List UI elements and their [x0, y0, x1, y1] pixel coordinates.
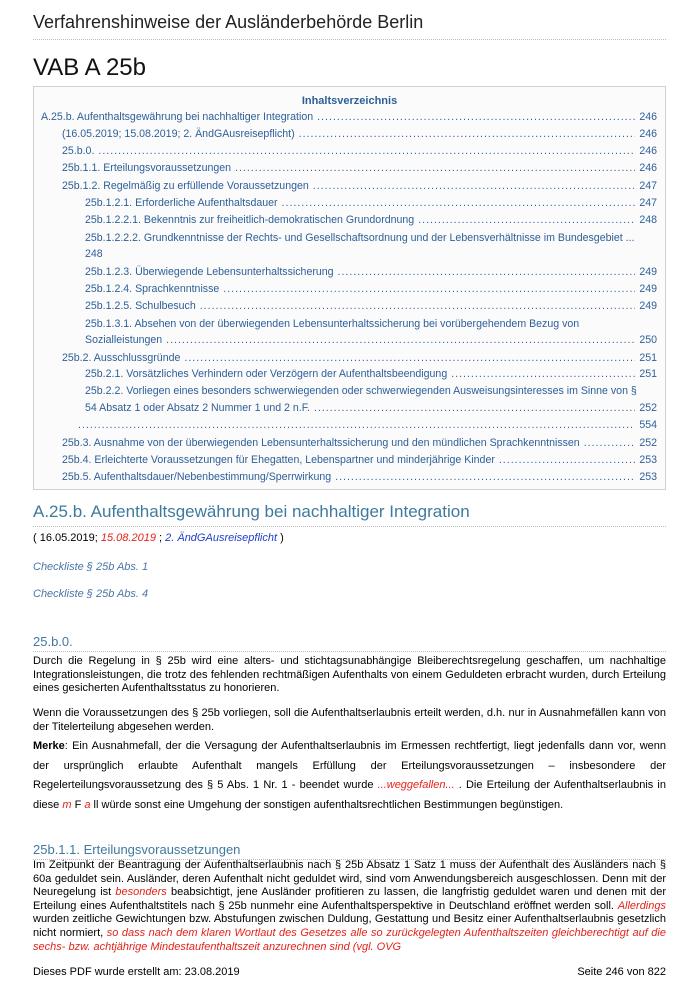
footer-created-date: Dieses PDF wurde erstellt am: 23.08.2019: [33, 966, 240, 978]
toc-entry-page[interactable]: 248: [85, 248, 103, 260]
amendment-date-link[interactable]: 15.08.2019: [100, 532, 156, 544]
toc-entry[interactable]: 25b.1.2. Regelmäßig zu erfüllende Voraussetzungen ..... 247: [62, 180, 657, 192]
paragraph: Durch die Regelung in § 25b wird eine alters- und stichtagsunabhängige Bleiberechtsregelung geschaffen, um nachhaltige Integrationsleistungen, die trotz des fehlenden rechtmäßigen Aufenthalts von einem Geduldeten erbracht wurden, durch Erteilung eines gesicherten Aufenthaltsstatus zu honorieren.: [33, 655, 666, 695]
toc-entry[interactable]: ..... 554: [74, 419, 657, 431]
checklist-link-abs4[interactable]: Checkliste § 25b Abs. 4: [33, 588, 149, 600]
merke-paragraph: Merke: Ein Ausnahmefall, der die Versagung der Aufenthaltserlaubnis im Ermessen rechtfertigt, liegt jedenfalls dann vor, wenn der ursprünglich erlaubte Aufenthalt mangels Erfüllung der Erteilungsvoraussetzungen – insbesondere der Regelerteilungsvoraussetzung des § 5 Abs. 1 Nr. 1 - beendet wurde ...weggefallen... . Die Erteilung der Aufenthaltserlaubnis in diese m F a ll würde sonst eine Umgehung der sonstigen aufenthaltsrechtlichen Bestimmungen begünstigen.: [33, 740, 666, 811]
toc-entry[interactable]: 25b.1.2.1. Erforderliche Aufenthaltsdauer ..... 247: [85, 197, 657, 209]
toc-entry[interactable]: 25b.1.1. Erteilungsvoraussetzungen ..... 246: [62, 162, 657, 174]
subsection-title: 25b.1.1. Erteilungsvoraussetzungen: [33, 842, 666, 860]
section-title: A.25.b. Aufenthaltsgewährung bei nachhaltiger Integration: [33, 502, 666, 527]
amendment-dates: ( 16.05.2019; 15.08.2019 ; 2. ÄndGAusreisepflicht ): [33, 532, 284, 544]
amendment-law-link[interactable]: 2. ÄndGAusreisepflicht: [165, 532, 278, 544]
toc-entry[interactable]: 25b.1.2.3. Überwiegende Lebensunterhaltssicherung ..... 249: [85, 266, 657, 278]
toc-entry[interactable]: 25b.1.2.2.2. Grundkenntnisse der Rechts- und Gesellschaftsordnung und der Lebensverhältnisse im Bundesgebiet ...: [85, 232, 635, 244]
subsection-title: 25.b.0.: [33, 634, 666, 652]
table-of-contents: [33, 86, 666, 490]
toc-entry[interactable]: 25b.1.2.4. Sprachkenntnisse ..... 249: [85, 283, 657, 295]
footer-page-number: Seite 246 von 822: [577, 966, 666, 978]
toc-entry[interactable]: Sozialleistungen ..... 250: [85, 334, 657, 346]
toc-entry[interactable]: 25b.2.1. Vorsätzliches Verhindern oder Verzögern der Aufenthaltsbeendigung ..... 251: [85, 368, 657, 380]
toc-entry[interactable]: 25b.2. Ausschlussgründe ..... 251: [62, 352, 657, 364]
toc-entry[interactable]: 25b.1.2.5. Schulbesuch ..... 249: [85, 300, 657, 312]
toc-entry[interactable]: 25b.4. Erleichterte Voraussetzungen für Ehegatten, Lebenspartner und minderjährige Kinder ..... 253: [62, 454, 657, 466]
toc-entry[interactable]: 25.b.0. ..... 246: [62, 145, 657, 157]
toc-entry[interactable]: 25b.2.2. Vorliegen eines besonders schwerwiegenden oder schwerwiegenden Ausweisungsinteresses im Sinne von §: [85, 385, 637, 397]
toc-entry[interactable]: 25b.3. Ausnahme von der überwiegenden Lebensunterhaltssicherung und den mündlichen Sprachkenntnissen ..... 252: [62, 437, 657, 449]
document-title: VAB A 25b: [33, 54, 146, 81]
paragraph: Wenn die Voraussetzungen des § 25b vorliegen, soll die Aufenthaltserlaubnis erteilt werden, d.h. nur in Ausnahmefällen kann von der Titelerteilung abgesehen werden.: [33, 707, 666, 733]
paragraph: Im Zeitpunkt der Beantragung der Aufenthaltserlaubnis nach § 25b Absatz 1 Satz 1 muss der Aufenthalt des Ausländers nach § 60a geduldet sein. Ausländer, deren Aufenthalt nicht geduldet wird, sind vom Anwendungsbereich ausgeschlossen. Denn mit der Neuregelung ist besonders beabsichtigt, jene Ausländer profitieren zu lassen, die langfristig geduldet waren und denen mit der Erteilung eines Aufenthaltstitels nach § 25b nunmehr eine Aufenthaltsperspektive in Deutschland eröffnet werden soll. Allerdings wurden zeitliche Gewichtungen bzw. Abstufungen zwischen Duldung, Gestattung und Besitz einer Aufenthaltserlaubnis gesetzlich nicht normiert, so dass nach dem klaren Wortlaut des Gesetzes alle so zurückgelegten Aufenthaltszeiten gleichberechtigt auf die sechs- bzw. achtjährige Mindestaufenthaltszeit anzurechnen sind (vgl. OVG: [33, 859, 666, 953]
toc-entry[interactable]: 25b.5. Aufenthaltsdauer/Nebenbestimmung/Sperrwirkung ..... 253: [62, 471, 657, 483]
toc-entry[interactable]: (16.05.2019; 15.08.2019; 2. ÄndGAusreisepflicht) ..... 246: [62, 128, 657, 140]
toc-entry[interactable]: 25b.1.2.2.1. Bekenntnis zur freiheitlich-demokratischen Grundordnung ..... 248: [85, 214, 657, 226]
toc-entry[interactable]: 25b.1.3.1. Absehen von der überwiegenden Lebensunterhaltssicherung bei vorübergehendem Bezug von: [85, 318, 580, 330]
checklist-link-abs1[interactable]: Checkliste § 25b Abs. 1: [33, 561, 149, 573]
toc-entry[interactable]: A.25.b. Aufenthaltsgewährung bei nachhaltiger Integration ..... 246: [41, 111, 657, 123]
toc-entry[interactable]: 54 Absatz 1 oder Absatz 2 Nummer 1 und 2 n.F. ..... 252: [85, 402, 657, 414]
toc-heading: Inhaltsverzeichnis: [301, 95, 398, 107]
page-header: Verfahrenshinweise der Ausländerbehörde Berlin: [33, 12, 666, 40]
